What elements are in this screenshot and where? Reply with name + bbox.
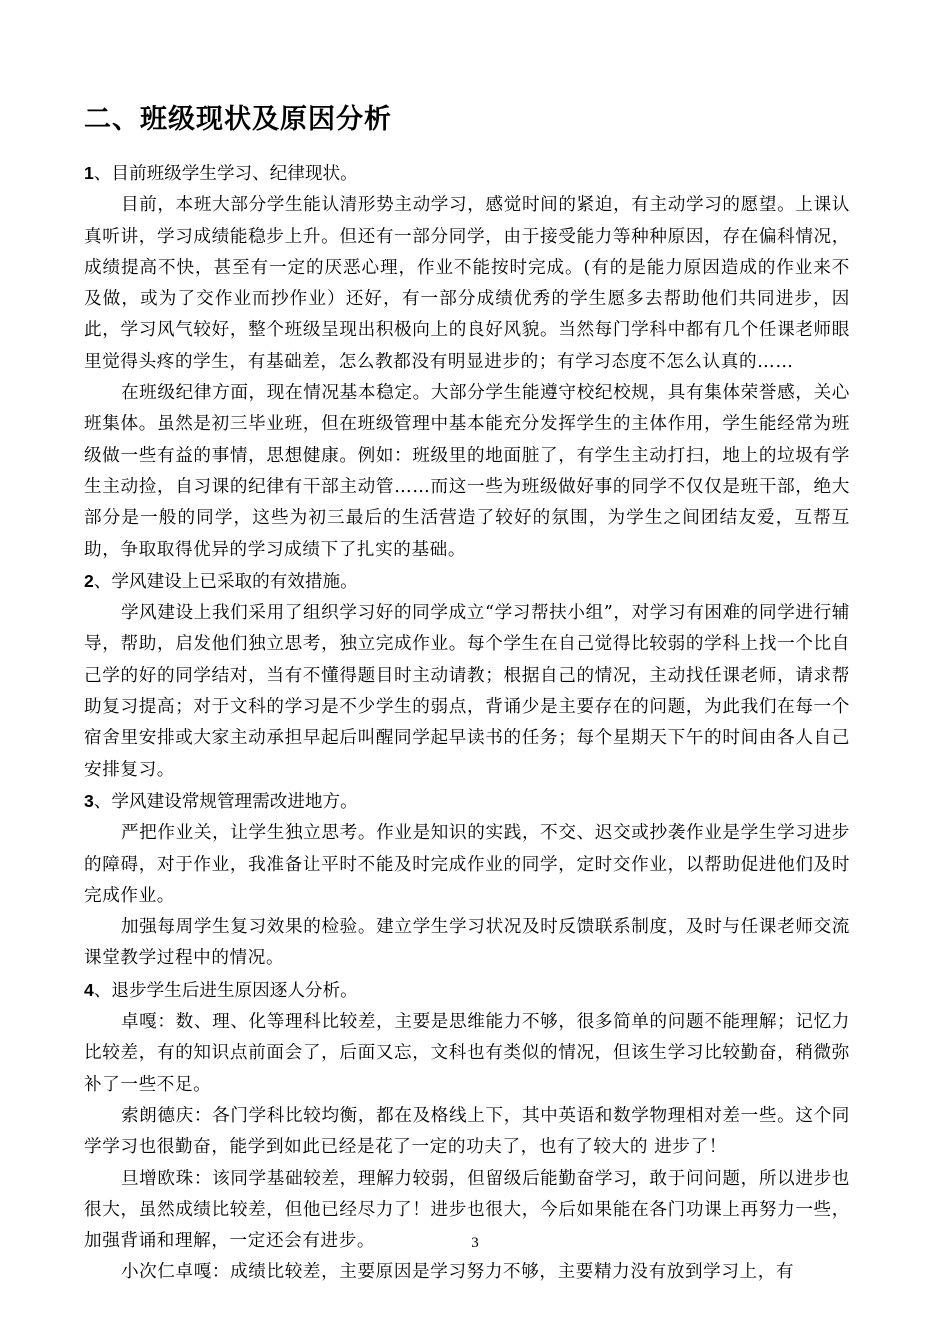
section-number: 1 [84, 163, 94, 183]
paragraph: 学风建设上我们采用了组织学习好的同学成立“学习帮扶小组”，对学习有困难的同学进行辅导，帮助，启发他们独立思考，独立完成作业。每个学生在自己觉得比较弱的学科上找一个比自己学的好的同学结对，当有不懂得题目时主动请教；根据自己的情况，主动找任课老师，请求帮助复习提高；对于文科的学习是不少学生的弱点，背诵少是主要存在的问题，为此我们在每一个宿舍里安排或大家主动承担早起后叫醒同学起早读书的任务；每个星期天下午的时间由各人自己安排复习。 [84, 603, 850, 780]
paragraph: 加强每周学生复习效果的检验。建立学生学习状况及时反馈联系制度，及时与任课老师交流课堂教学过程中的情况。 [84, 917, 850, 969]
section-number: 4 [84, 979, 94, 1000]
section-heading-text: 、退步学生后进生原因逐人分析。 [93, 980, 358, 1001]
paragraph: 小次仁卓嘎：成绩比较差，主要原因是学习努力不够，主要精力没有放到学习上，有 [120, 1262, 795, 1283]
section-heading-text: 、学风建设上已采取的有效措施。 [93, 571, 358, 592]
section-number: 3 [84, 790, 94, 811]
document-body [84, 158, 850, 1289]
paragraph: 旦增欧珠：该同学基础较差，理解力较弱，但留级后能勤奋学习，敢于问问题，所以进步也很大，虽然成绩比较差，但他已经尽力了！进步也很大，今后如果能在各门功课上再努力一些，加强背诵和理解，一定还会有进步。 [84, 1168, 850, 1252]
section-heading-3 [84, 786, 850, 818]
section-heading-text: 、学风建设常规管理需改进地方。 [93, 791, 358, 812]
section-heading-1 [84, 158, 850, 190]
paragraph: 索朗德庆：各门学科比较均衡，都在及格线上下，其中英语和数学物理相对差一些。这个同学学习也很勤奋，能学到如此已经是花了一定的功夫了，也有了较大的 进步了！ [84, 1105, 850, 1158]
section-heading-4 [84, 975, 850, 1007]
paragraph: 在班级纪律方面，现在情况基本稳定。大部分学生能遵守校纪校规，具有集体荣誉感，关心班集体。虽然是初三毕业班，但在班级管理中基本能充分发挥学生的主体作用，学生能经常为班级做一些有益的事情，思想健康。例如：班级里的地面脏了，有学生主动打扫，地上的垃圾有学生主动捡，自习课的纪律有干部主动管……而这一些为班级做好事的同学不仅仅是班干部，绝大部分是一般的同学，这些为初三最后的生活营造了较好的氛围，为学生之间团结友爱，互帮互助，争取取得优异的学习成绩下了扎实的基础。 [84, 383, 850, 560]
section-heading-text: 、目前班级学生学习、纪律现状。 [93, 164, 358, 184]
paragraph: 目前，本班大部分学生能认清形势主动学习，感觉时间的紧迫，有主动学习的愿望。上课认真听讲，学习成绩能稳步上升。但还有一部分同学，由于接受能力等种种原因，存在偏科情况，成绩提高不快，甚至有一定的厌恶心理，作业不能按时完成。(有的是能力原因造成的作业来不及做，或为了交作业而抄作业）还好，有一部分成绩优秀的学生愿多去帮助他们共同进步，因此，学习风气较好，整个班级呈现出积极向上的良好风貌。当然每门学科中都有几个任课老师眼里觉得头疼的学生，有基础差，怎么教都没有明显进步的；有学习态度不怎么认真的…… [84, 195, 850, 372]
paragraph: 严把作业关，让学生独立思考。作业是知识的实践，不交、迟交或抄袭作业是学生学习进步的障碍，对于作业，我准备让平时不能及时完成作业的同学，定时交作业，以帮助促进他们及时完成作业。 [84, 823, 850, 906]
section-number: 2 [84, 570, 94, 591]
paragraph: 卓嘎：数、理、化等理科比较差，主要是思维能力不够，很多简单的问题不能理解；记忆力比较差，有的知识点前面会了，后面又忘，文科也有类似的情况，但该生学习比较勤奋，稍微弥补了一些不足。 [84, 1012, 850, 1095]
page-number: 3 [471, 1235, 479, 1251]
section-heading-2 [84, 566, 850, 598]
page-title: 二、班级现状及原因分析 [84, 104, 392, 135]
